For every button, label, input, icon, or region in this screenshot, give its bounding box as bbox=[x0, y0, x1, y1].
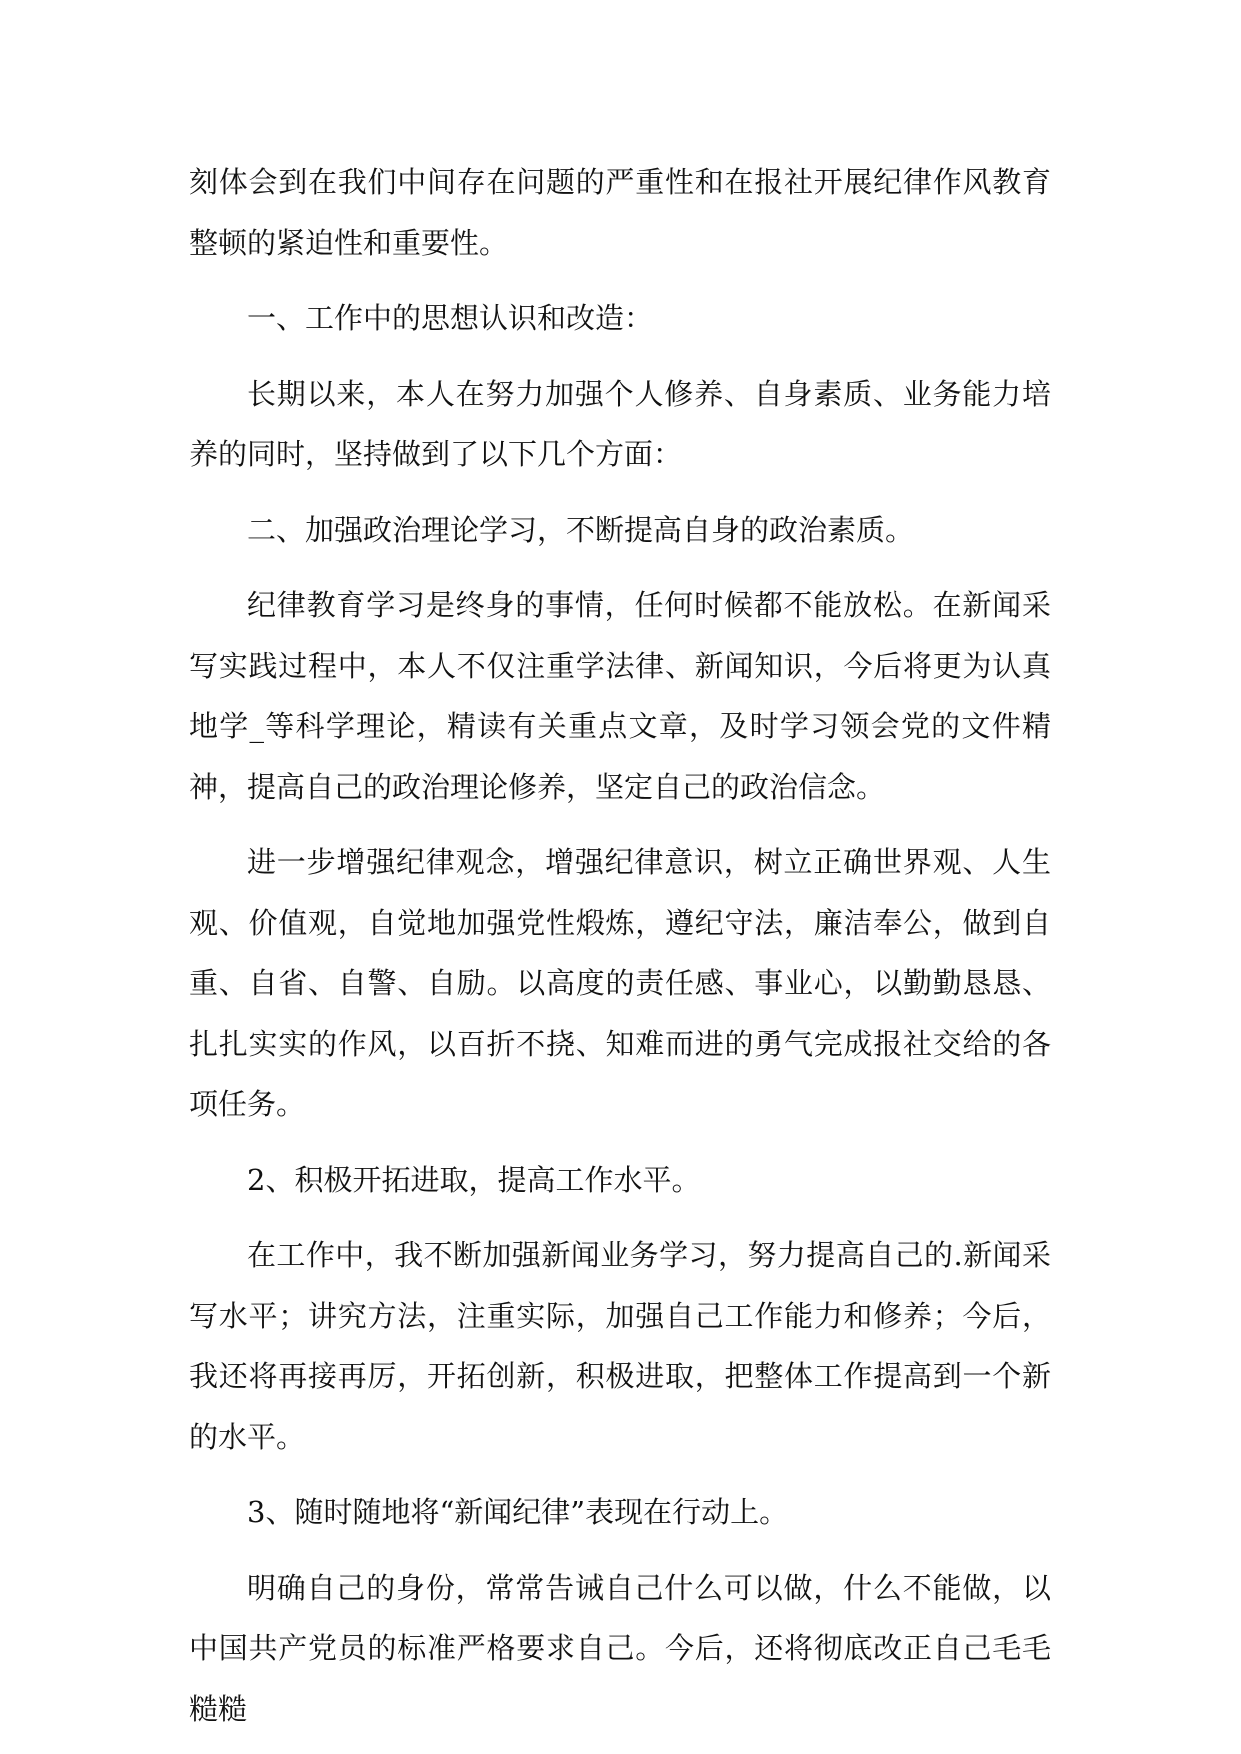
paragraph: 在工作中，我不断加强新闻业务学习，努力提高自己的.新闻采写水平；讲究方法，注重实际，加强自己工作能力和修养；今后，我还将再接再厉，开拓创新，积极进取，把整体工作提高到一个新的水平。 bbox=[189, 1238, 1051, 1454]
paragraph: 进一步增强纪律观念，增强纪律意识，树立正确世界观、人生观、价值观，自觉地加强党性煅炼，遵纪守法，廉洁奉公，做到自重、自省、自警、自励。以高度的责任感、事业心，以勤勤恳恳、扎扎实实的作风，以百折不挠、知难而进的勇气完成报社交给的各项任务。 bbox=[189, 845, 1051, 1121]
body-text bbox=[189, 152, 1051, 1739]
paragraph: 长期以来，本人在努力加强个人修养、自身素质、业务能力培养的同时，坚持做到了以下几个方面： bbox=[189, 376, 1051, 471]
section-heading-4: 3、随时随地将“新闻纪律”表现在行动上。 bbox=[247, 1495, 789, 1529]
section-heading-3: 2、积极开拓进取，提高工作水平。 bbox=[247, 1162, 701, 1197]
section-heading-1: 一、工作中的思想认识和改造： bbox=[247, 301, 654, 335]
paragraph: 纪律教育学习是终身的事情，任何时候都不能放松。在新闻采写实践过程中，本人不仅注重学法律、新闻知识，今后将更为认真地学_等科学理论，精读有关重点文章，及时学习领会党的文件精神，提高自己的政治理论修养，坚定自己的政治信念。 bbox=[189, 588, 1051, 804]
section-heading-2: 二、加强政治理论学习，不断提高自身的政治素质。 bbox=[247, 512, 915, 547]
paragraph: 明确自己的身份，常常告诫自己什么可以做，什么不能做，以中国共产党员的标准严格要求自己。今后，还将彻底改正自己毛毛糙糙 bbox=[189, 1570, 1051, 1726]
paragraph-continuation: 刻体会到在我们中间存在问题的严重性和在报社开展纪律作风教育整顿的紧迫性和重要性。 bbox=[189, 165, 1051, 260]
